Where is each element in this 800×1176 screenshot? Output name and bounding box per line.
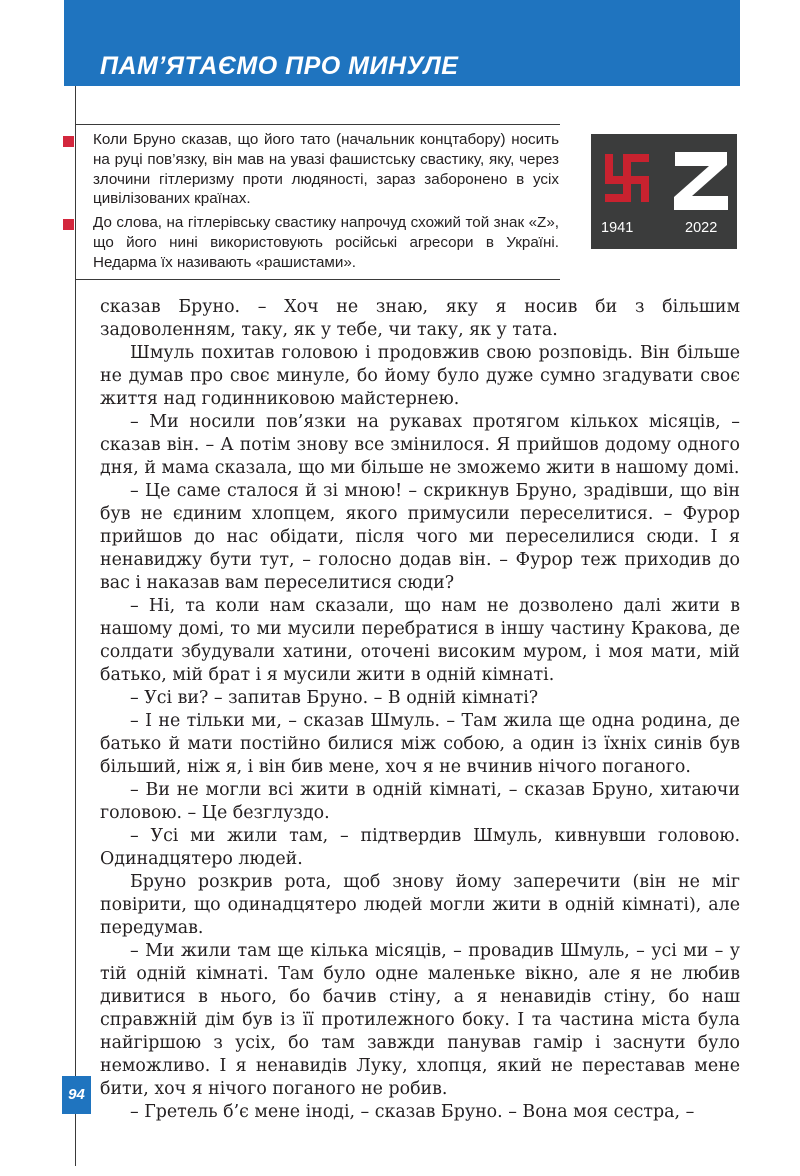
page-number: 94 xyxy=(62,1076,91,1114)
note-top-rule xyxy=(76,124,560,125)
paragraph: – Це саме сталося й зі мною! – скрикнув Бруно, зрадівши, що він був не єдиним хлопцем, якого примусили переселитися. – Фурор прийшов до нас обідати, після чого ми переселилися сюди. І я ненавиджу бути тут, – голосно додав він. – Фурор теж приходив до вас і наказав вам переселитися сюди? xyxy=(100,481,740,593)
section-title: ПАМ’ЯТАЄМО ПРО МИНУЛЕ xyxy=(100,52,459,80)
z-letter-icon xyxy=(674,152,728,210)
year-label: 1941 xyxy=(601,220,634,236)
paragraph: – Ні, та коли нам сказали, що нам не дозволено далі жити в нашому домі, то ми мусили перебратися в іншу частину Кракова, де солдати збудували хатини, оточені високим муром, і моя мати, мій батько, мій брат і я мусили жити в одній кімнаті. xyxy=(100,596,740,685)
bullet-square-icon xyxy=(63,219,74,230)
paragraph: – Ми жили там ще кілька місяців, – провадив Шмуль, – усі ми – у тій одній кімнаті. Там було одне маленьке вікно, але я не любив дивитися в нього, бо бачив стіну, а я ненавидів стіну, бо наш справжній дім був із її протилежного боку. І та частина міста була найгіршою з усіх, бо там завжди панував гамір і заснути було неможливо. І я ненавидів Луку, хлопця, який не переставав мене бити, хоч я нічого поганого не робив. xyxy=(100,941,740,1099)
paragraph: Шмуль похитав головою і продовжив свою розповідь. Він більше не думав про своє минуле, бо йому було дуже сумно згадувати своє життя над годинниковою майстернею. xyxy=(100,343,740,409)
story-text xyxy=(100,296,740,1124)
bullet-square-icon xyxy=(63,136,74,147)
paragraph: – Усі ми жили там, – підтвердив Шмуль, кивнувши головою. Одинадцятеро людей. xyxy=(100,826,740,869)
margin-line xyxy=(75,86,76,1166)
paragraph: – Ви не могли всі жити в одній кімнаті, – сказав Бруно, хитаючи головою. – Це безглуздо. xyxy=(100,780,740,823)
swastika-z-comparison-image xyxy=(591,134,737,249)
paragraph: – Ми носили пов’язки на рукавах протягом кількох місяців, – сказав він. – А потім знову все змінилося. Я прийшов додому одного дня, й мама сказала, що ми більше не зможемо жити в нашому домі. xyxy=(100,412,740,478)
note-paragraph: До слова, на гітлерівську свастику напрочуд схожий той знак «Z», що його нині використовують російські агресори в Україні. Недарма їх називають «рашистами». xyxy=(93,214,559,271)
paragraph: – Усі ви? – запитав Бруно. – В одній кімнаті? xyxy=(130,688,539,708)
paragraph: сказав Бруно. – Хоч не знаю, яку я носив би з більшим задоволенням, таку, як у тебе, чи таку, як у тата. xyxy=(100,297,740,340)
year-label: 2022 xyxy=(685,220,718,236)
paragraph: – І не тільки ми, – сказав Шмуль. – Там жила ще одна родина, де батько й мати постійно билися між собою, а один із їхніх синів був більший, ніж я, і він бив мене, хоч я не вчинив нічого поганого. xyxy=(100,711,740,777)
note-paragraph: Коли Бруно сказав, що його тато (начальник концтабору) носить на руці пов’язку, він мав на увазі фашистську свастику, яку, через злочини гітлеризму проти людяності, зараз заборонено в усіх цивілізованих країнах. xyxy=(93,131,559,208)
swastika-icon xyxy=(605,154,649,202)
paragraph: – Гретель б’є мене іноді, – сказав Бруно. – Вона моя сестра, – xyxy=(130,1102,695,1122)
paragraph: Бруно розкрив рота, щоб знову йому заперечити (він не міг повірити, що одинадцятеро людей могли жити в одній кімнаті), але передумав. xyxy=(100,872,740,938)
note-bottom-rule xyxy=(76,279,560,280)
